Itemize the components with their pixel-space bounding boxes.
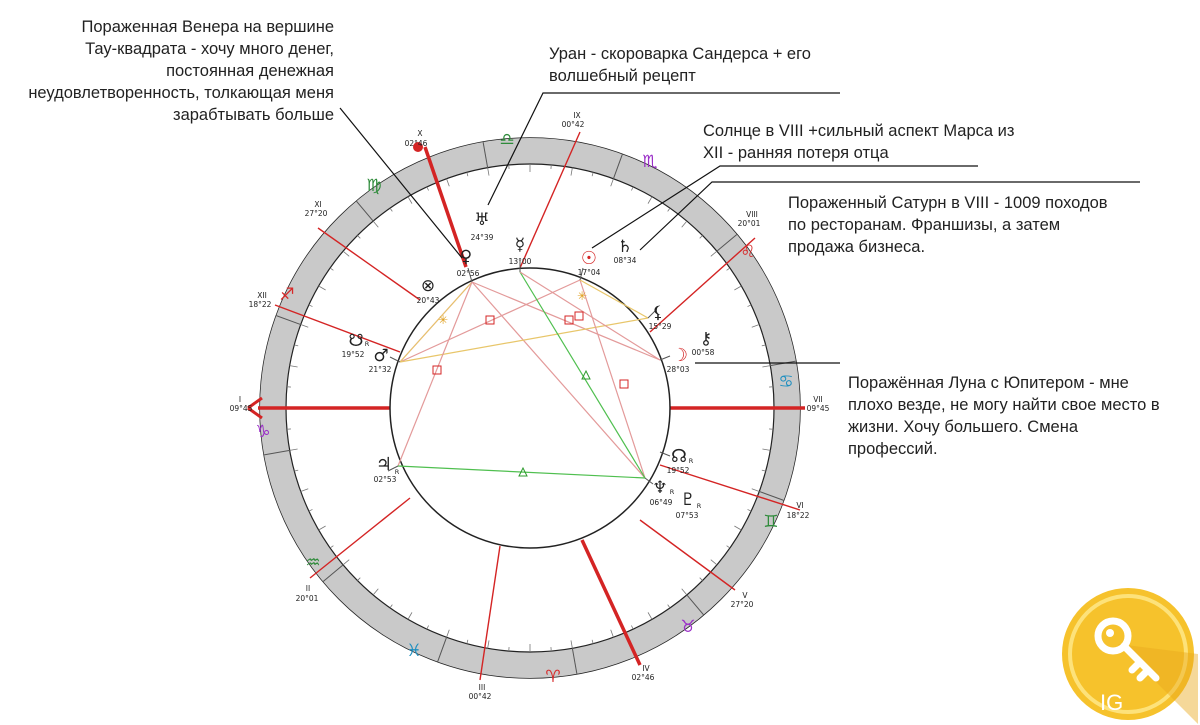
jupiter-icon: ♃ <box>375 454 393 475</box>
house-num-ii: II <box>305 584 311 593</box>
note-line: плохо везде, не могу найти свое место в <box>848 396 1160 414</box>
capricorn-icon: ♑ <box>255 422 271 442</box>
lilith-icon: ⚸ <box>651 303 665 323</box>
note-line: Солнце в VIII +сильный аспект Марса из <box>703 122 1015 140</box>
saturn-icon: ♄ <box>617 237 633 257</box>
part-of-fortune-icon: ⊗ <box>420 276 436 296</box>
sun-icon: ☉ <box>580 248 598 269</box>
house-deg-x: 02°46 <box>404 139 428 148</box>
house-deg-v: 27°20 <box>730 600 754 609</box>
house-deg-iii: 00°42 <box>468 692 492 701</box>
mars-icon: ♂ <box>373 346 389 366</box>
badge-label: IG <box>1100 690 1124 715</box>
moon-icon: ☽ <box>671 345 689 366</box>
note-sun <box>703 120 1014 164</box>
mars-degree: 21°32 <box>368 365 392 374</box>
note-saturn <box>788 192 1108 258</box>
house-deg-iv: 02°46 <box>631 673 655 682</box>
aries-icon: ♈ <box>545 667 561 687</box>
uranus-icon: ♅ <box>474 210 490 230</box>
note-line: по ресторанам. Франшизы, а затем <box>788 216 1061 234</box>
note-line: XII - ранняя потеря отца <box>703 144 889 162</box>
neptune-retro: R <box>669 488 675 496</box>
chiron-degree: 00°58 <box>691 348 715 357</box>
house-num-ix: IX <box>573 111 581 120</box>
jupiter-degree: 02°53 <box>373 475 397 484</box>
taurus-icon: ♉ <box>680 617 696 637</box>
sagittarius-icon: ♐ <box>279 285 295 305</box>
saturn-degree: 08°34 <box>613 256 637 265</box>
house-deg-viii: 20°01 <box>737 219 761 228</box>
house-deg-vi: 18°22 <box>786 511 810 520</box>
house-deg-vii: 09°45 <box>806 404 830 413</box>
moon-degree: 28°03 <box>666 365 690 374</box>
house-num-iv: IV <box>642 664 650 673</box>
uranus-degree: 24°39 <box>470 233 494 242</box>
note-line: Уран - скороварка Сандерса + его <box>549 45 811 63</box>
venus-degree: 02°56 <box>456 269 480 278</box>
note-line: Пораженная Венера на вершине <box>81 18 334 36</box>
note-venus <box>28 16 334 126</box>
house-num-iii: III <box>478 683 486 692</box>
sextile-symbol: ✳ <box>438 313 449 327</box>
note-line: профессий. <box>848 440 938 458</box>
sun-degree: 17°04 <box>577 268 601 277</box>
note-line: жизни. Хочу большего. Смена <box>848 418 1079 436</box>
note-line: Тау-квадрата - хочу много денег, <box>85 40 334 58</box>
note-line: Поражённая Луна с Юпитером - мне <box>848 374 1129 392</box>
gemini-icon: ♊ <box>763 512 779 532</box>
house-deg-xi: 27°20 <box>304 209 328 218</box>
house-deg-ix: 00°42 <box>561 120 585 129</box>
house-num-xi: XI <box>314 200 322 209</box>
note-line: зарабтывать больше <box>173 106 334 124</box>
neptune-icon: ♆ <box>652 478 668 498</box>
house-num-viii: VIII <box>746 210 758 219</box>
inner-circle <box>390 268 670 548</box>
leo-icon: ♌ <box>740 242 756 262</box>
note-line: неудовлетворенность, толкающая меня <box>28 84 334 102</box>
house-deg-ii: 20°01 <box>295 594 319 603</box>
scorpio-icon: ♏ <box>642 152 658 172</box>
pluto-retro: R <box>696 502 702 510</box>
pluto-degree: 07°53 <box>675 511 699 520</box>
house-num-v: V <box>742 591 748 600</box>
neptune-degree: 06°49 <box>649 498 673 507</box>
ig-logo-badge <box>1058 584 1198 724</box>
cancer-icon: ♋ <box>778 372 794 392</box>
note-uranus <box>549 43 811 87</box>
house-num-i: I <box>238 395 242 404</box>
pisces-icon: ♓ <box>406 641 422 661</box>
aquarius-icon: ♒ <box>305 553 321 573</box>
north-node-icon: ☊ <box>671 446 687 467</box>
virgo-icon: ♍ <box>366 176 382 196</box>
jupiter-retro: R <box>394 468 400 476</box>
house-deg-xii: 18°22 <box>248 300 272 309</box>
north-node-retro: R <box>688 457 694 465</box>
note-line: волшебный рецепт <box>549 67 696 85</box>
note-moon <box>848 372 1160 460</box>
note-line: постоянная денежная <box>166 62 334 80</box>
libra-icon: ♎ <box>499 130 515 150</box>
house-num-x: X <box>417 129 423 138</box>
house-num-vi: VI <box>796 501 804 510</box>
house-num-xii: XII <box>257 291 267 300</box>
chiron-icon: ⚷ <box>699 329 713 349</box>
south-node-degree: 19°52 <box>341 350 365 359</box>
note-line: Пораженный Сатурн в VIII - 1009 походов <box>788 194 1108 212</box>
north-node-degree: 19°52 <box>666 466 690 475</box>
south-node-retro: R <box>364 340 370 348</box>
house-num-vii: VII <box>813 395 823 404</box>
lilith-degree: 15°29 <box>648 322 672 331</box>
sextile-symbol: ✳ <box>577 289 588 303</box>
south-node-icon: ☋ <box>348 331 364 351</box>
note-line: продажа бизнеса. <box>788 238 926 256</box>
mercury-icon: ☿ <box>514 235 526 255</box>
pluto-icon: ♇ <box>680 490 696 510</box>
part-of-fortune-degree: 20°43 <box>416 296 440 305</box>
house-deg-i: 09°45 <box>229 404 253 413</box>
venus-icon: ♀ <box>459 247 473 267</box>
mercury-degree: 13°00 <box>508 257 532 266</box>
